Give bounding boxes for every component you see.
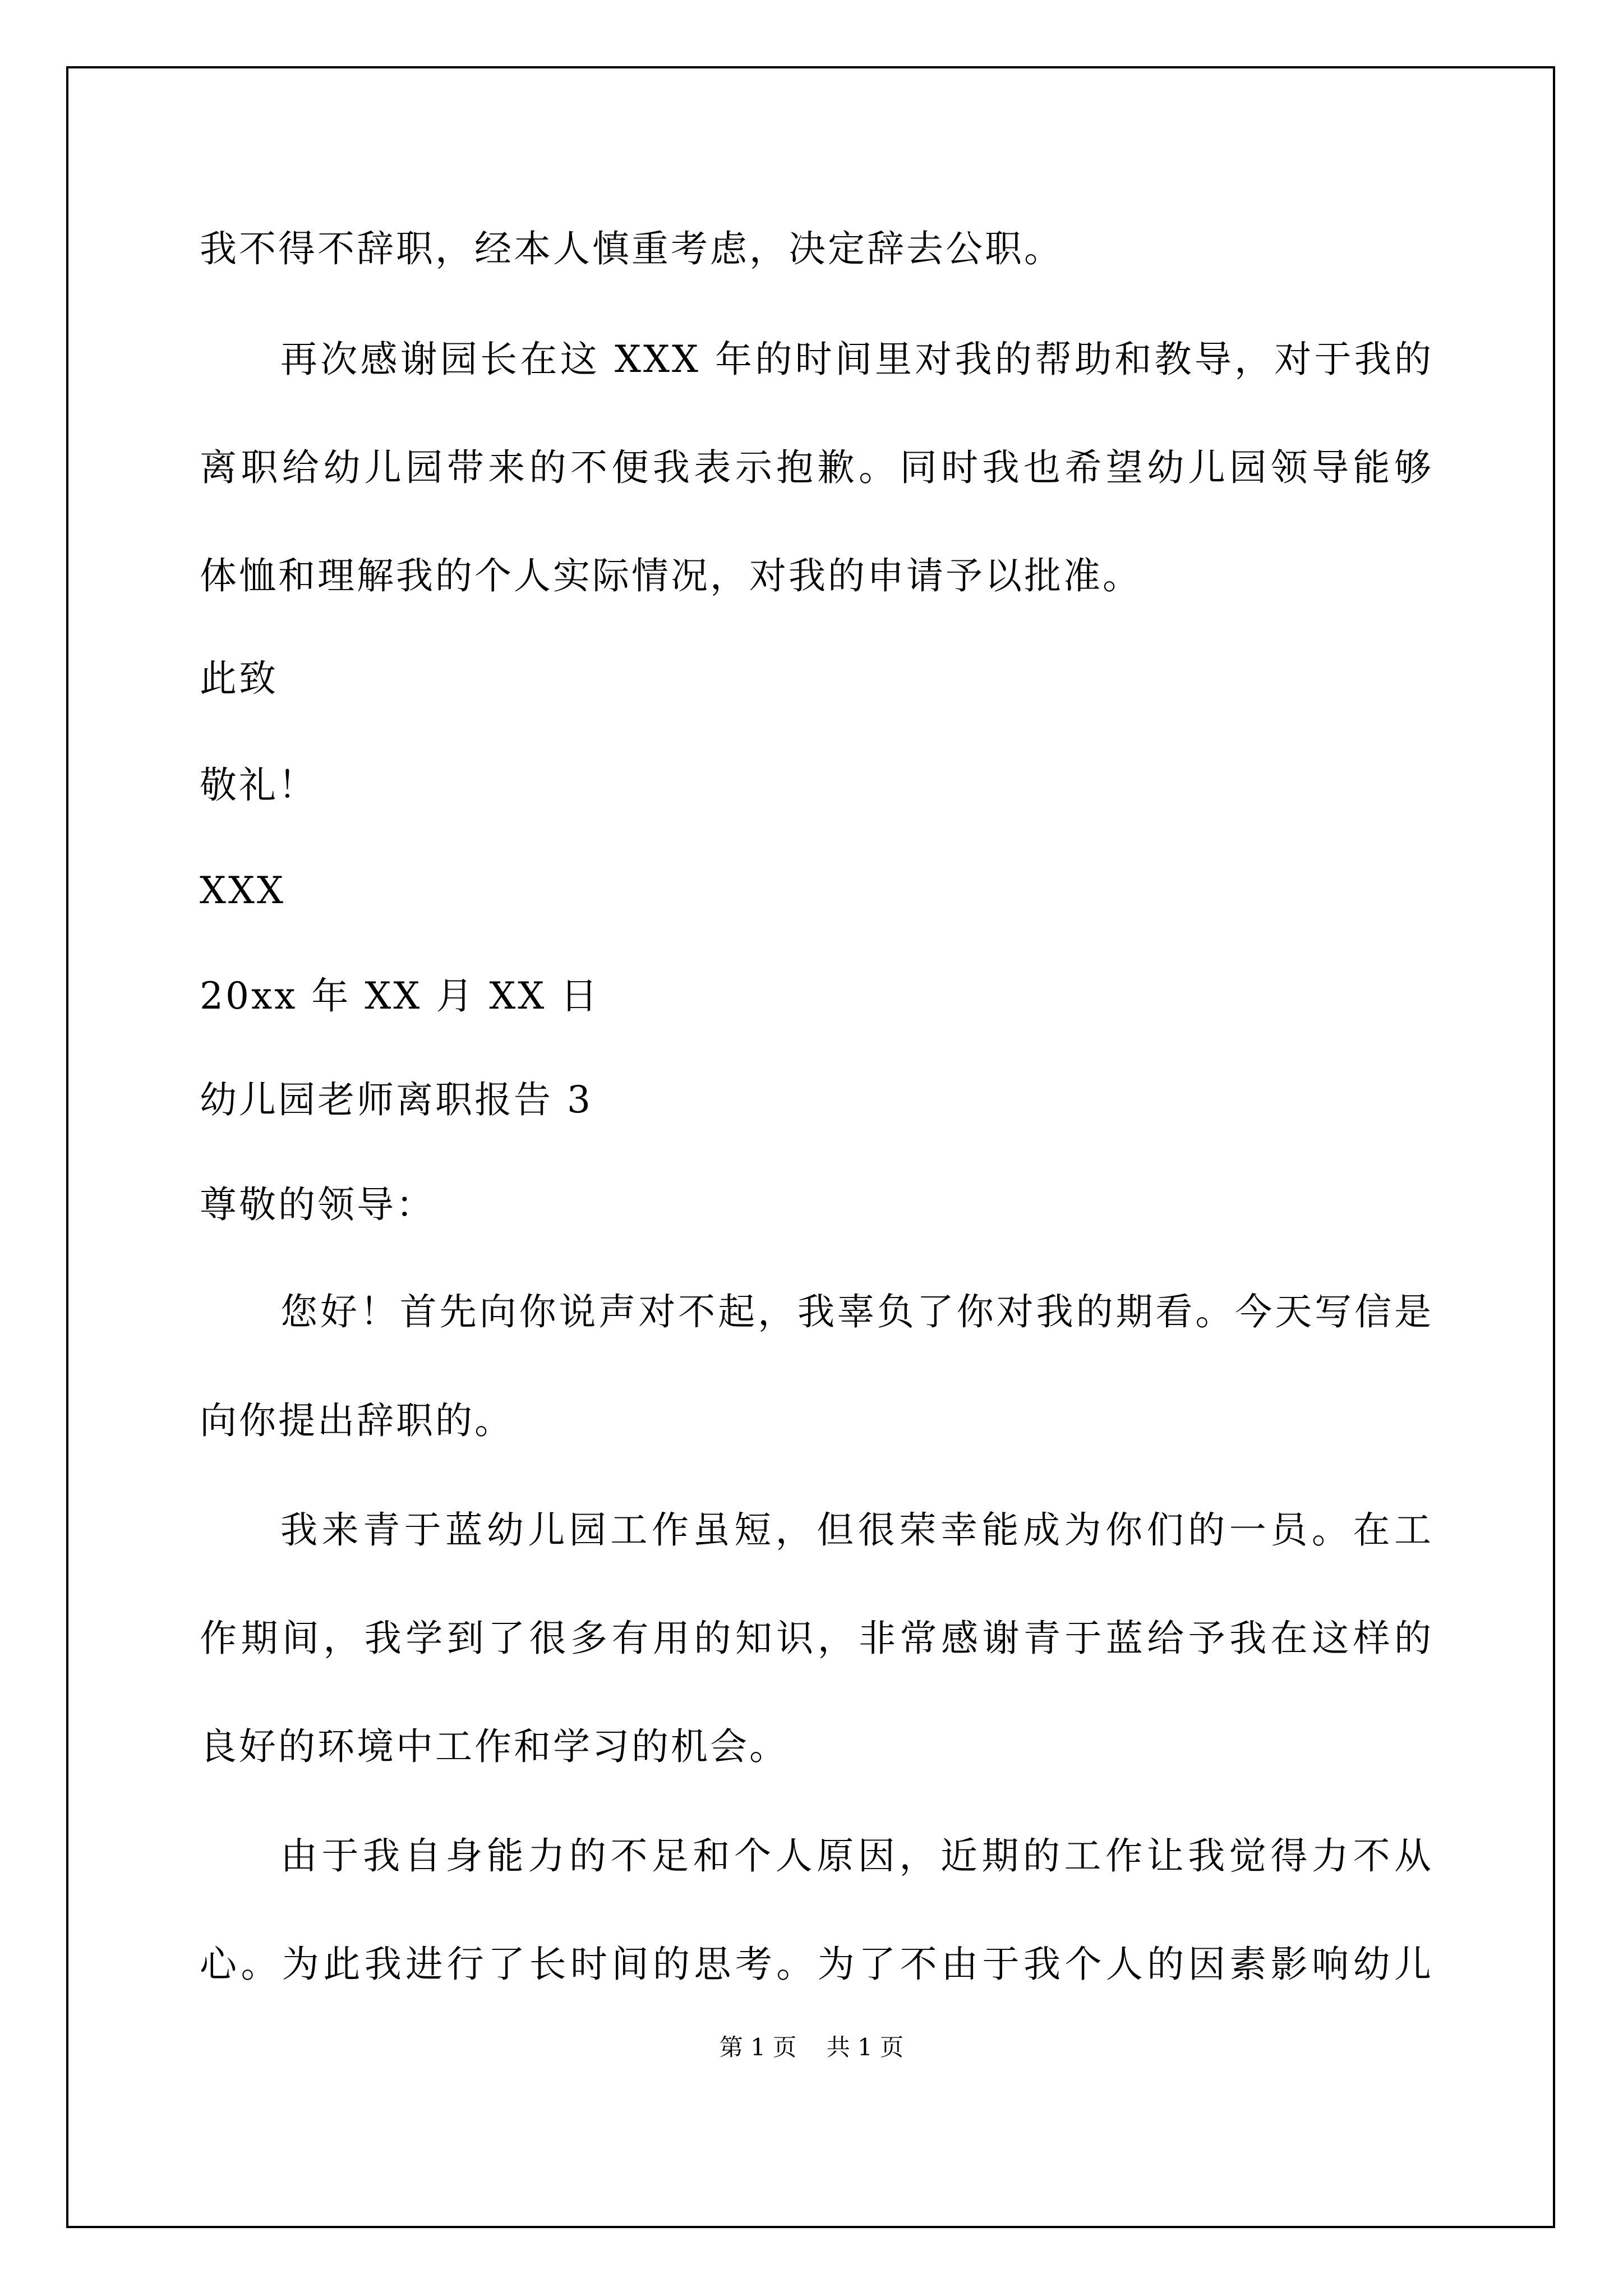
text-line: 体恤和理解我的个人实际情况，对我的申请予以批准。 bbox=[200, 554, 1142, 597]
text-line: 我不得不辞职，经本人慎重考虑，决定辞去公职。 bbox=[200, 227, 1063, 270]
text-line: 心。为此我进行了长时间的思考。为了不由于我个人的因素影响幼儿 bbox=[200, 1943, 1433, 1986]
text-line: 向你提出辞职的。 bbox=[200, 1399, 514, 1442]
text-line: 由于我自身能力的不足和个人原因，近期的工作让我觉得力不从 bbox=[280, 1834, 1433, 1878]
document-subtitle: 幼儿园老师离职报告 3 bbox=[200, 1078, 593, 1121]
text-line: 您好！首先向你说声对不起，我辜负了你对我的期看。今天写信是 bbox=[280, 1290, 1433, 1333]
text-line: 20xx 年 XX 月 XX 日 bbox=[200, 974, 600, 1018]
text-line: XXX bbox=[200, 869, 285, 912]
text-line: 作期间，我学到了很多有用的知识，非常感谢青于蓝给予我在这样的 bbox=[200, 1617, 1433, 1660]
text-line: 良好的环境中工作和学习的机会。 bbox=[200, 1725, 789, 1768]
page-number-footer: 第 1 页 共 1 页 bbox=[719, 2033, 904, 2061]
text-line: 我来青于蓝幼儿园工作虽短，但很荣幸能成为你们的一员。在工 bbox=[280, 1508, 1433, 1552]
text-line: 此致 bbox=[200, 657, 278, 700]
salutation: 尊敬的领导： bbox=[200, 1183, 435, 1226]
text-line: 敬礼！ bbox=[200, 763, 317, 807]
page-border bbox=[66, 66, 1555, 2228]
text-line: 再次感谢园长在这 XXX 年的时间里对我的帮助和教导，对于我的 bbox=[280, 338, 1433, 381]
text-line: 离职给幼儿园带来的不便我表示抱歉。同时我也希望幼儿园领导能够 bbox=[200, 446, 1433, 489]
